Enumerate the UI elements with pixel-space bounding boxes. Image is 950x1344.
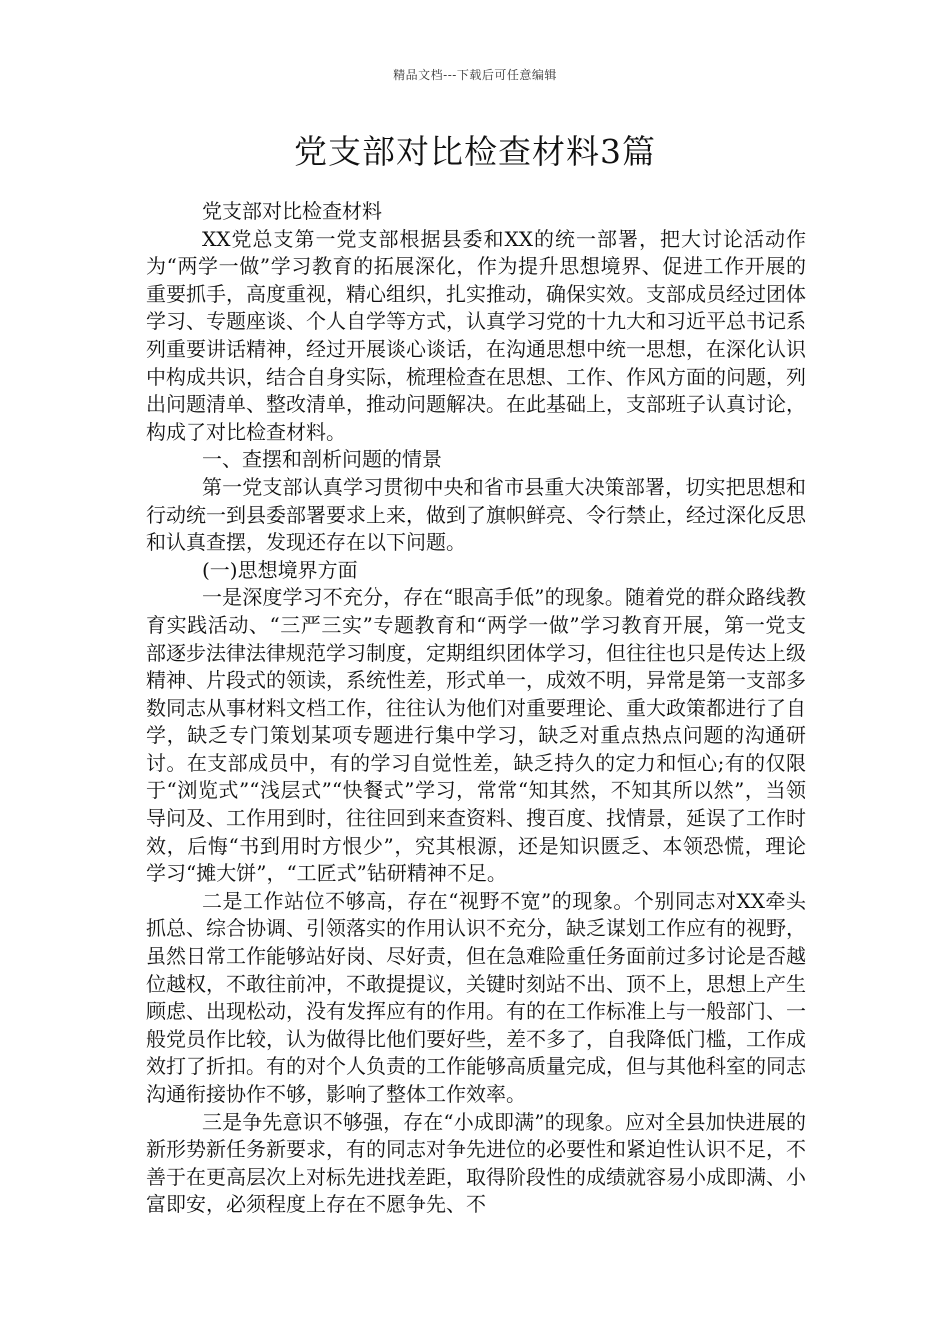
page-header-note: 精品文档---下载后可任意编辑 (393, 68, 557, 82)
document-body (146, 198, 806, 1219)
subsection-heading-1: (一)思想境界方面 (202, 557, 358, 582)
section-intro-paragraph: 第一党支部认真学习贯彻中央和省市县重大决策部署，切实把思想和行动统一到县委部署要求上来，做到了旗帜鲜亮、令行禁止，经过深化反思和认真查摆，发现还存在以下问题。 (146, 474, 806, 555)
issue-paragraph-1: 一是深度学习不充分，存在“眼高手低”的现象。随着党的群众路线教育实践活动、“三严三实”专题教育和“两学一做”学习教育开展，第一党支部逐步法律法律规范学习制度，定期组织团体学习，但往往也只是传达上级精神、片段式的领读，系统性差，形式单一，成效不明，异常是第一支部多数同志从事材料文档工作，往往认为他们对重要理论、重大政策都进行了自学，缺乏专门策划某项专题进行集中学习，缺乏对重点热点问题的沟通研讨。在支部成员中，有的学习自觉性差，缺乏持久的定力和恒心;有的仅限于“浏览式”“浅层式”“快餐式”学习，常常“知其然，不知其所以然”，当领导问及、工作用到时，往往回到来查资料、搜百度、找情景，延误了工作时效，后悔“书到用时方恨少”，究其根源，还是知识匮乏、本领恐慌，理论学习“摊大饼”，“工匠式”钻研精神不足。 (146, 585, 806, 886)
intro-paragraph: XX党总支第一党支部根据县委和XX的统一部署，把大讨论活动作为“两学一做”学习教育的拓展深化，作为提升思想境界、促进工作开展的重要抓手，高度重视，精心组织，扎实推动，确保实效。支部成员经过团体学习、专题座谈、个人自学等方式，认真学习党的十九大和习近平总书记系列重要讲话精神，经过开展谈心谈话，在沟通思想中统一思想，在深化认识中构成共识，结合自身实际，梳理检查在思想、工作、作风方面的问题，列出问题清单、整改清单，推动问题解决。在此基础上，支部班子认真讨论，构成了对比检查材料。 (146, 226, 806, 444)
subtitle-paragraph: 党支部对比检查材料 (202, 199, 382, 223)
issue-paragraph-2: 二是工作站位不够高，存在“视野不宽”的现象。个别同志对XX牵头抓总、综合协调、引领落实的作用认识不充分，缺乏谋划工作应有的视野，虽然日常工作能够站好岗、尽好责，但在急难险重任务面前过多讨论是否越位越权，不敢往前冲，不敢提提议，关键时刻站不出、顶不上，思想上产生顾虑、出现松动，没有发挥应有的作用。有的在工作标准上与一般部门、一般党员作比较，认为做得比他们要好些，差不多了，自我降低门槛，工作成效打了折扣。有的对个人负责的工作能够高质量完成，但与其他科室的同志沟通衔接协作不够，影响了整体工作效率。 (146, 888, 806, 1106)
document-title: 党支部对比检查材料3篇 (294, 132, 656, 171)
issue-paragraph-3: 三是争先意识不够强，存在“小成即满”的现象。应对全县加快进展的新形势新任务新要求，有的同志对争先进位的必要性和紧迫性认识不足，不善于在更高层次上对标先进找差距，取得阶段性的成绩就容易小成即满、小富即安，必须程度上存在不愿争先、不 (146, 1109, 806, 1217)
section-heading-1: 一、查摆和剖析问题的情景 (202, 447, 442, 472)
